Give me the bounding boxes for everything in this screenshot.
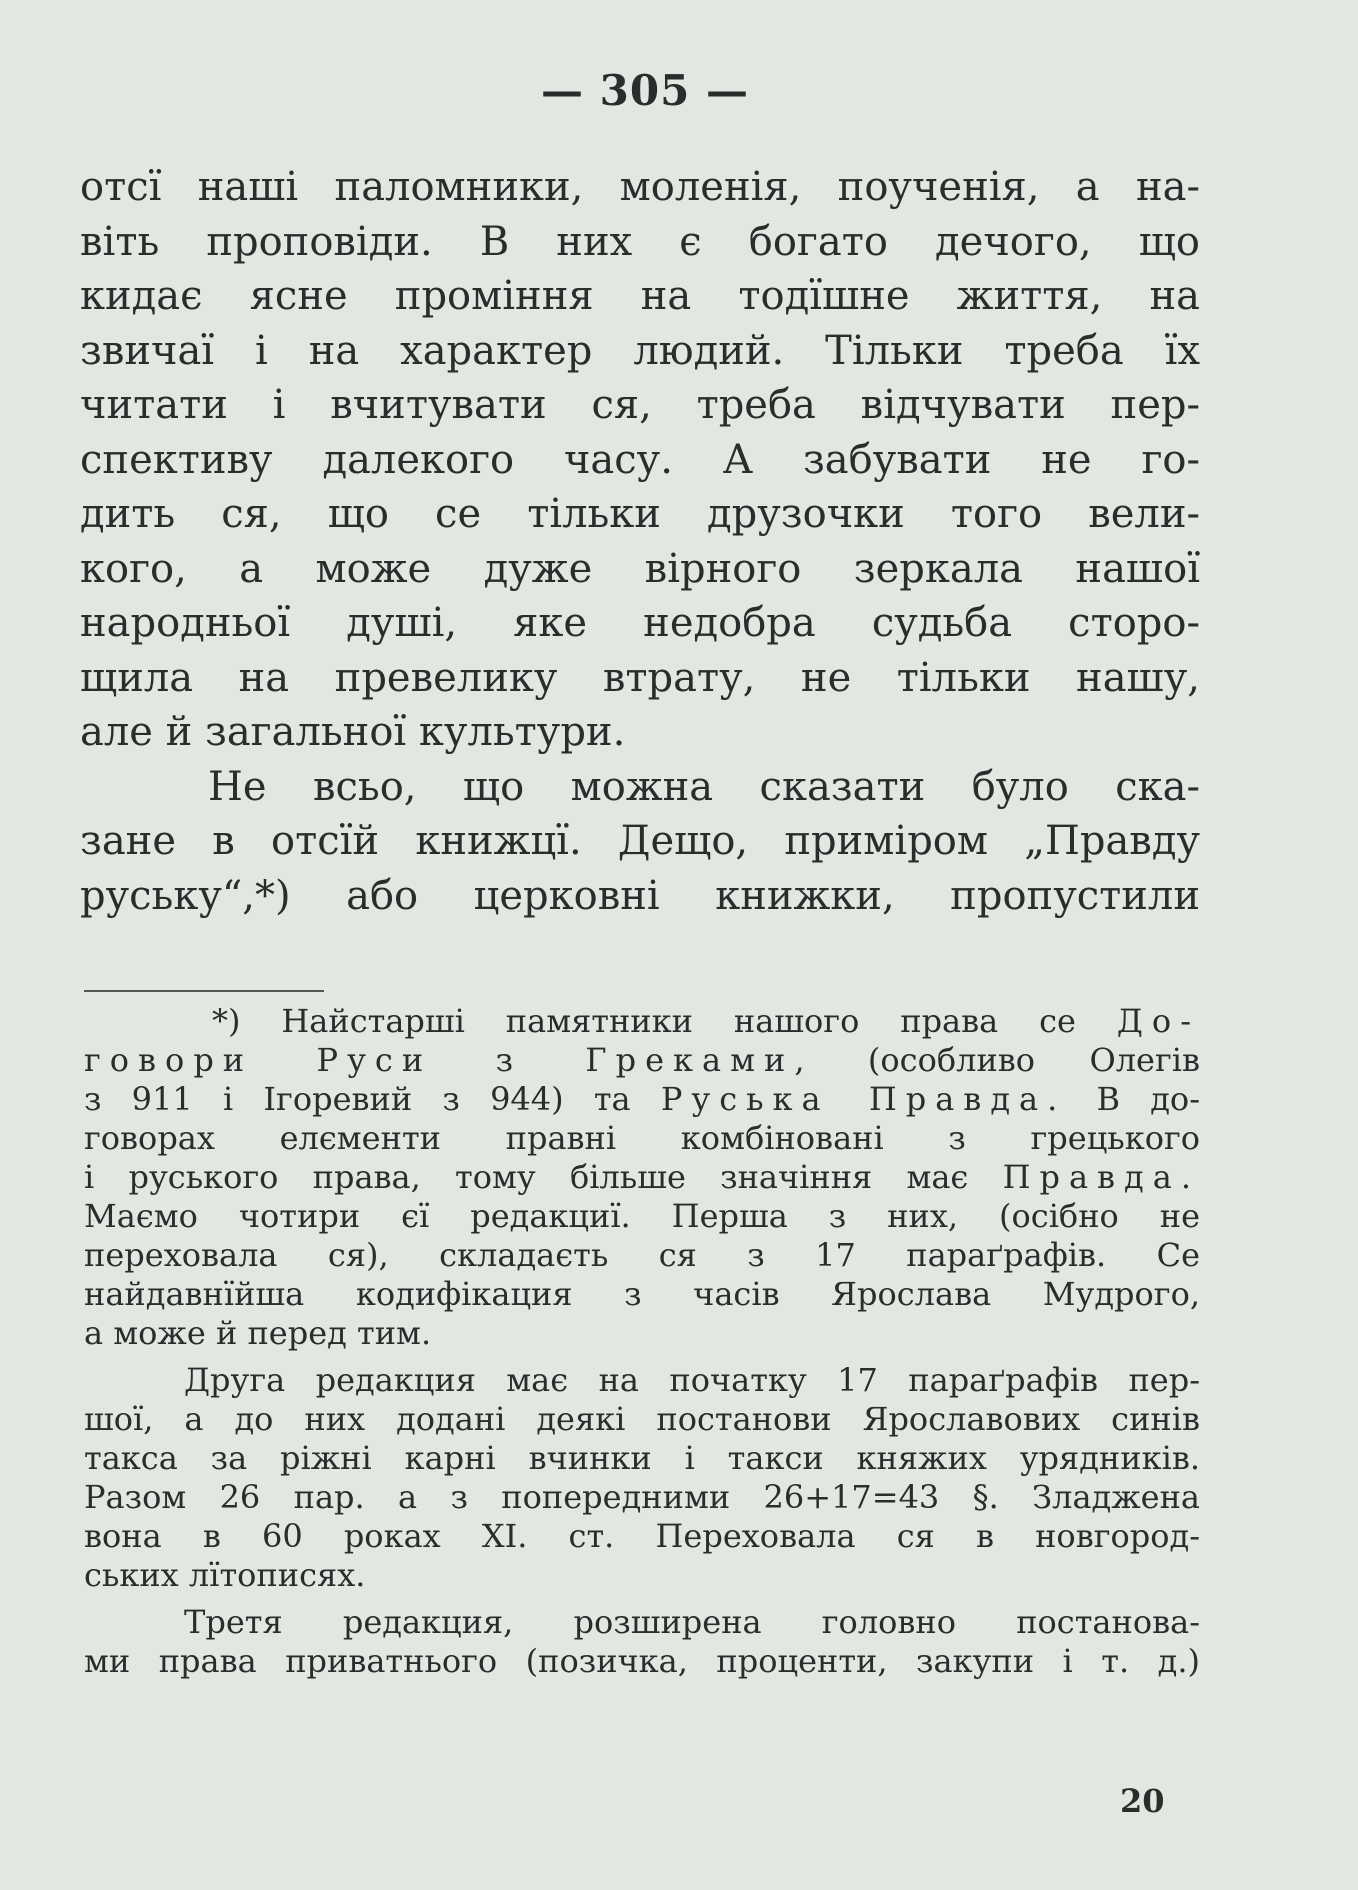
signature-mark: 20 bbox=[1120, 1782, 1165, 1820]
footnote-line bbox=[84, 1002, 1200, 1041]
text-line: спективу далекого часу. А забувати не го- bbox=[80, 436, 1200, 483]
text-line: кидає ясне проміння на тодїшне життя, на bbox=[80, 273, 1200, 319]
footnote-text: і руського права, тому більше значіння має bbox=[84, 1158, 1003, 1196]
footnote-line: Третя редакция, розширена головно постанова- bbox=[184, 1603, 1200, 1641]
footnote-line: шої, а до них додані деякі постанови Ярославових синів bbox=[84, 1400, 1200, 1438]
text-line: але й загальної культури. bbox=[80, 709, 626, 755]
footnote-line bbox=[84, 1041, 1200, 1080]
footnote-line: Маємо чотири єї редакциї. Перша з них, (осібно не bbox=[84, 1197, 1200, 1235]
footnote-line: вона в 60 роках XI. ст. Переховала ся в новгород- bbox=[84, 1517, 1200, 1555]
footnote-line bbox=[84, 1080, 1200, 1119]
footnote-line: переховала ся), складаєть ся з 17 параґрафів. Се bbox=[84, 1236, 1200, 1274]
footnote-spaced-text: Руська Правда. bbox=[660, 1080, 1067, 1118]
text-line: Не всьо, що можна сказати було ска- bbox=[208, 763, 1200, 810]
footnote-text: *) Найстарші памятники нашого права се bbox=[212, 1002, 1117, 1040]
footnote-line: а може й перед тим. bbox=[84, 1314, 432, 1352]
footnote-line: такса за ріжні карні вчинки і такси княжих урядників. bbox=[84, 1439, 1200, 1477]
text-line: народньої душі, яке недобра судьба сторо- bbox=[80, 600, 1200, 646]
footnotes bbox=[84, 1002, 1200, 1681]
text-line: читати і вчитувати ся, треба відчувати пер- bbox=[80, 382, 1200, 428]
page-number: — 305 — bbox=[541, 66, 749, 115]
footnote-line: говорах елєменти правні комбіновані з грецького bbox=[84, 1119, 1200, 1157]
footnote-text: з 911 і Ігоревий з 944) та bbox=[84, 1080, 661, 1118]
footnote-text: В до- bbox=[1066, 1080, 1201, 1118]
text-line: щила на превелику втрату, не тільки нашу, bbox=[80, 654, 1200, 701]
main-text bbox=[80, 160, 1200, 923]
text-line: руську“,*) або церковні книжки, пропустили bbox=[80, 872, 1200, 919]
footnote-line: ми права приватнього (позичка, проценти, закупи і т. д.) bbox=[84, 1642, 1200, 1680]
text-line: віть проповіди. В них є богато дечого, що bbox=[80, 218, 1200, 265]
text-line: звичаї і на характер людий. Тільки треба їх bbox=[80, 327, 1200, 374]
footnote-spaced-text: говори Руси з Греками, bbox=[84, 1041, 814, 1079]
footnote-line: ських лїтописях. bbox=[84, 1556, 366, 1594]
footnote-text: (особливо Олегів bbox=[813, 1041, 1201, 1079]
text-line: дить ся, що се тільки друзочки того вели- bbox=[80, 491, 1200, 537]
footnote-line: Разом 26 пар. а з попередними 26+17=43 §. Зладжена bbox=[84, 1478, 1200, 1516]
footnote-line bbox=[84, 1158, 1200, 1197]
text-line: кого, а може дуже вірного зеркала нашої bbox=[80, 545, 1200, 592]
text-line: зане в отсїй книжцї. Дещо, приміром „Правду bbox=[80, 818, 1200, 864]
footnote-spaced-text: Правда. bbox=[1002, 1158, 1200, 1196]
footnote-divider bbox=[84, 990, 324, 992]
footnote-line: найдавнїйша кодифікация з часів Ярослава Мудрого, bbox=[84, 1275, 1200, 1313]
text-line: отсї наші паломники, моленія, поученія, а на- bbox=[80, 164, 1200, 210]
footnote-spaced-text: До- bbox=[1116, 1002, 1200, 1040]
footnote-line: Друга редакция має на початку 17 параґрафів пер- bbox=[184, 1361, 1200, 1399]
